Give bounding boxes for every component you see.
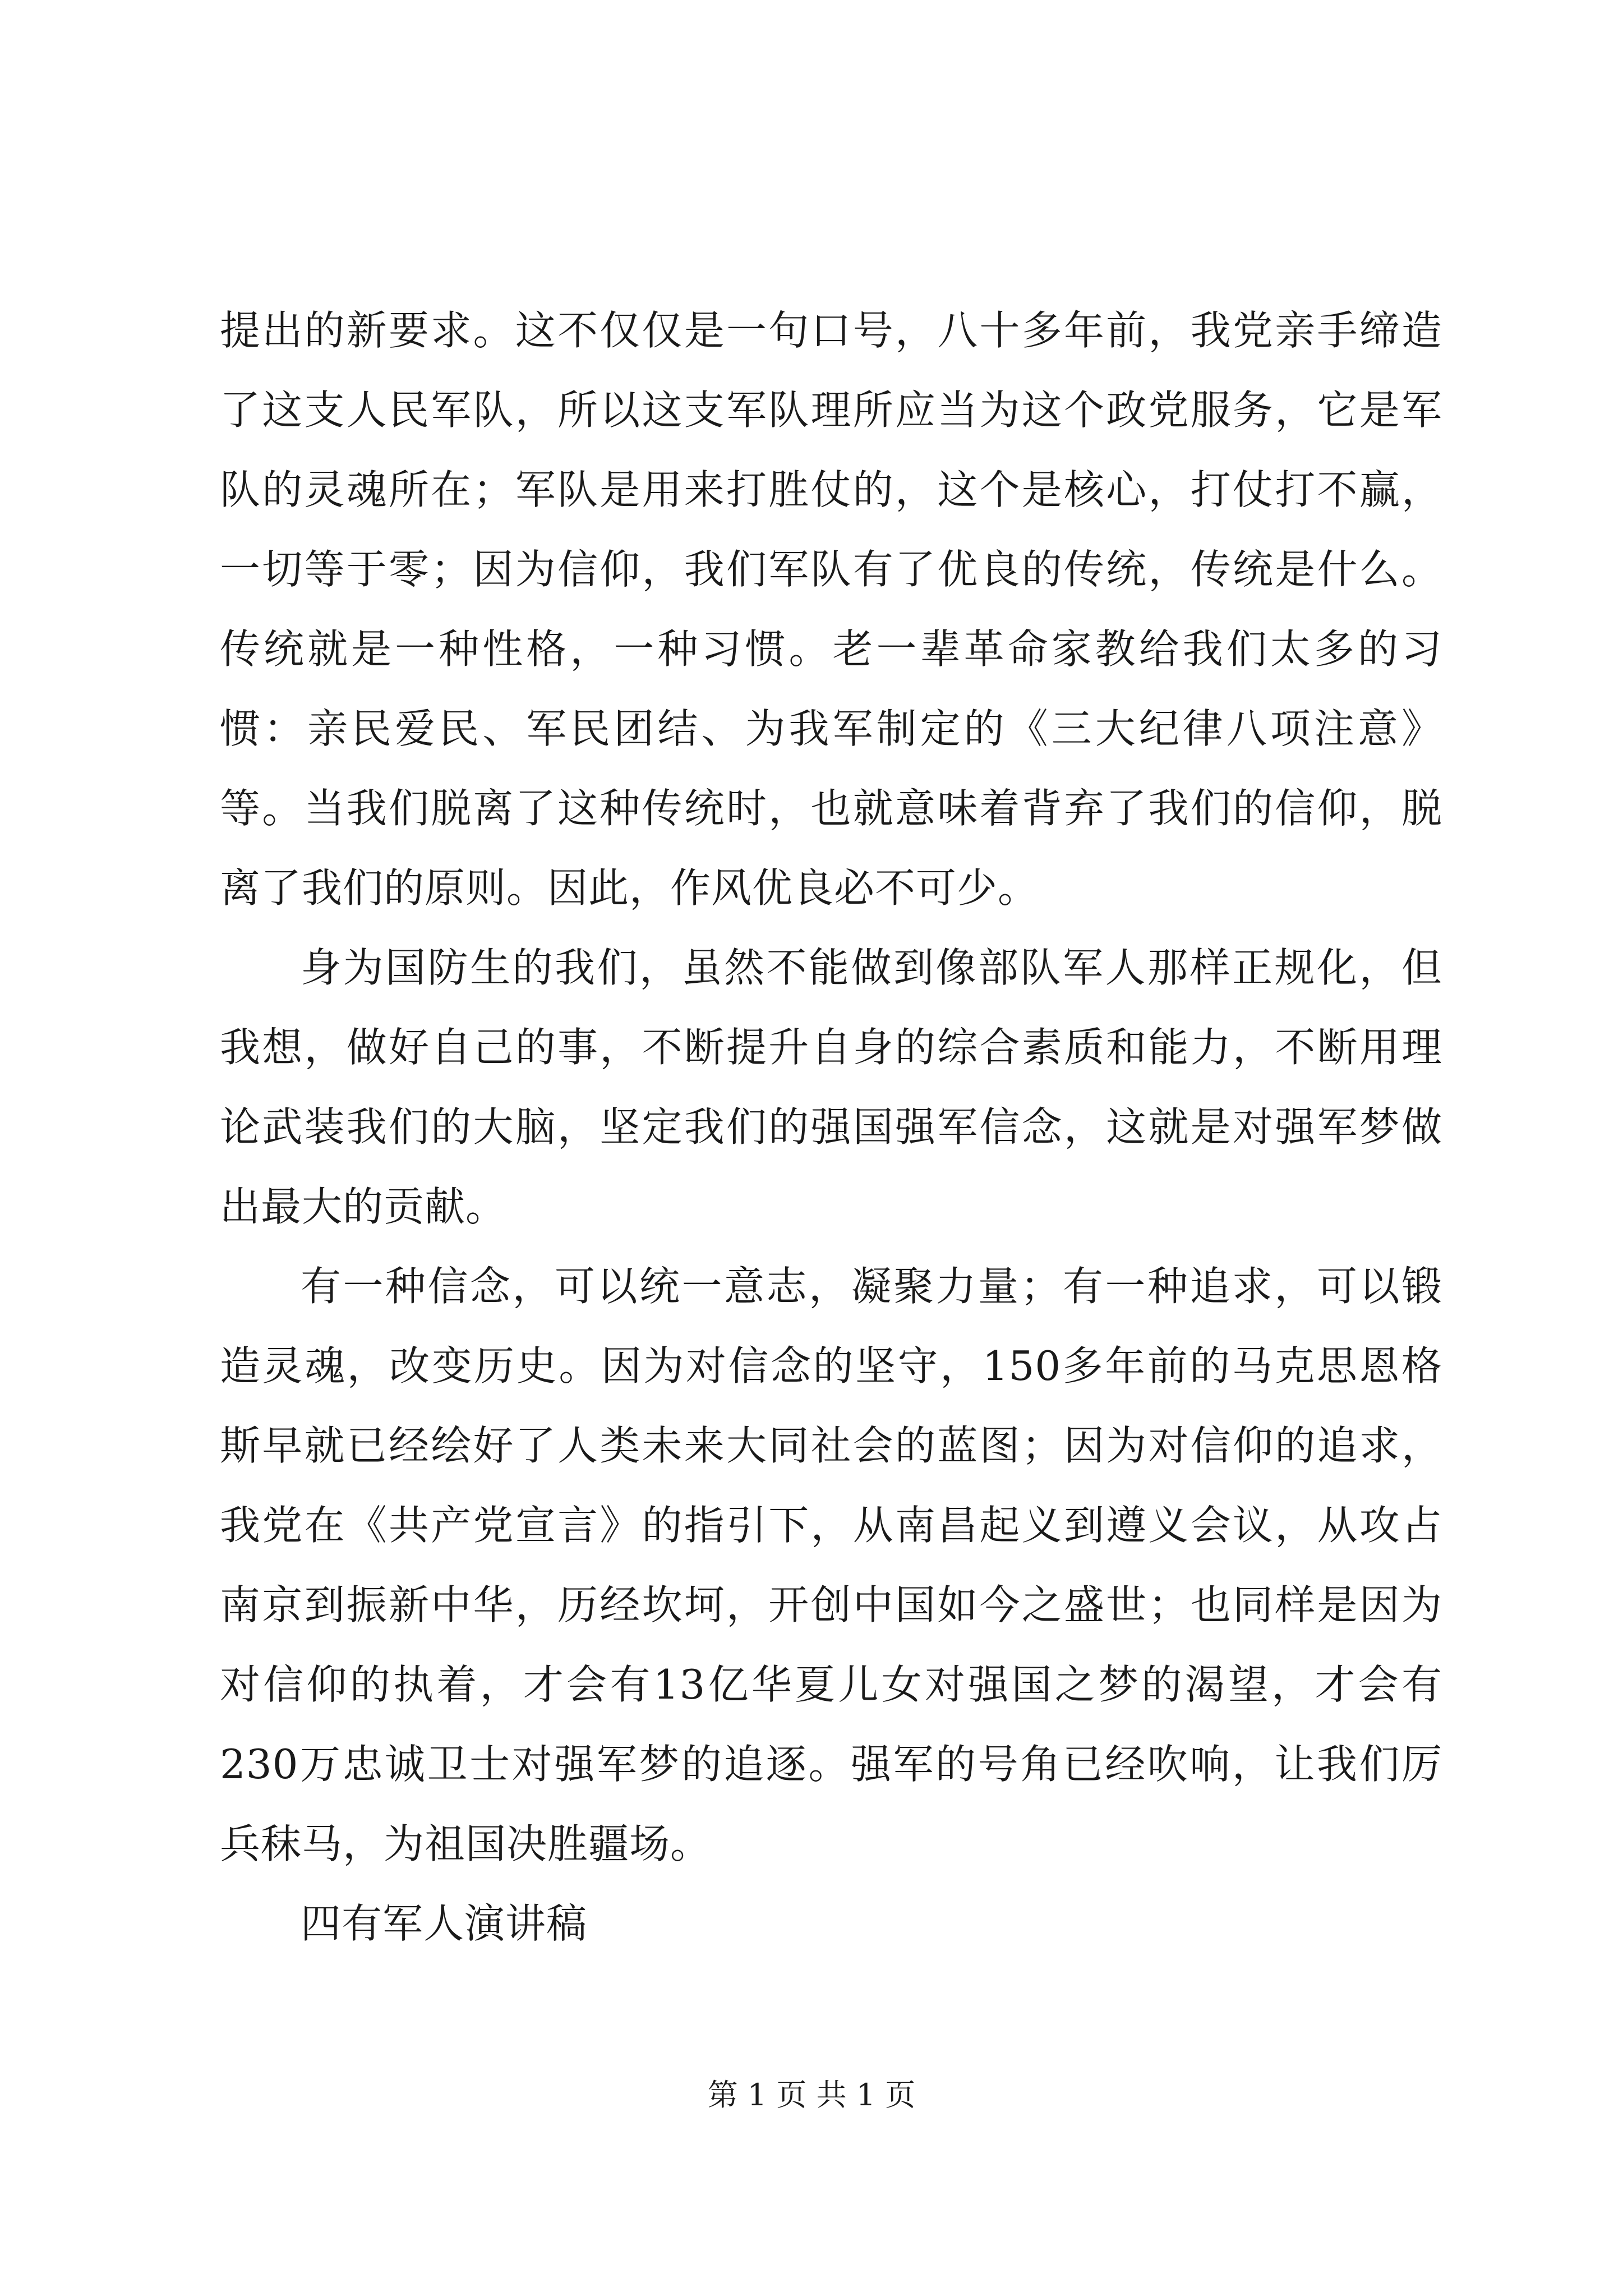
paragraph-2: 身为国防生的我们，虽然不能做到像部队军人那样正规化，但我想，做好自己的事，不断提升自身的综合素质和能力，不断用理论武装我们的大脑，坚定我们的强国强军信念，这就是对强军梦做出最大的贡献。 bbox=[220, 944, 1442, 1230]
paragraph-3: 有一种信念，可以统一意志，凝聚力量；有一种追求，可以锻造灵魂，改变历史。因为对信念的坚守，150多年前的马克思恩格斯早就已经绘好了人类未来大同社会的蓝图；因为对信仰的追求，我党在《共产党宣言》的指引下，从南昌起义到遵义会议，从攻占南京到振新中华，历经坎坷，开创中国如今之盛世；也同样是因为对信仰的执着，才会有13亿华夏儿女对强国之梦的渴望，才会有230万忠诚卫士对强军梦的追逐。强军的号角已经吹响，让我们厉兵秣马，为祖国决胜疆场。 bbox=[220, 1263, 1442, 1867]
document-heading-next: 四有军人演讲稿 bbox=[301, 1900, 588, 1947]
page-footer: 第 1 页 共 1 页 bbox=[707, 2077, 916, 2113]
paragraph-1: 提出的新要求。这不仅仅是一句口号，八十多年前，我党亲手缔造了这支人民军队，所以这支军队理所应当为这个政党服务，它是军队的灵魂所在；军队是用来打胜仗的，这个是核心，打仗打不赢，一切等于零；因为信仰，我们军队有了优良的传统，传统是什么。传统就是一种性格，一种习惯。老一辈革命家教给我们太多的习惯：亲民爱民、军民团结、为我军制定的《三大纪律八项注意》等。当我们脱离了这种传统时，也就意味着背弃了我们的信仰，脱离了我们的原则。因此，作风优良必不可少。 bbox=[220, 307, 1442, 912]
document-body bbox=[220, 291, 1442, 1963]
